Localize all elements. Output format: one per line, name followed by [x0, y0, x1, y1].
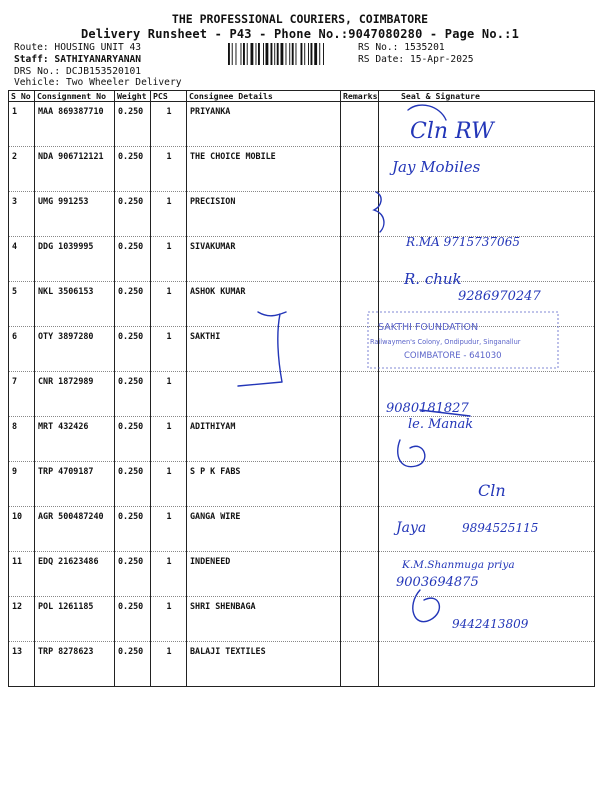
cell-consignment: NDA 906712121 — [35, 147, 115, 192]
cell-pcs: 1 — [151, 507, 187, 552]
cell-weight: 0.250 — [115, 147, 151, 192]
cell-weight: 0.250 — [115, 552, 151, 597]
sig-row13: 9442413809 — [452, 617, 529, 631]
col-consignment: Consignment No — [35, 91, 115, 102]
cell-weight: 0.250 — [115, 372, 151, 417]
sig-row2: Jay Mobiles — [392, 158, 481, 176]
barcode-bar — [266, 43, 269, 65]
barcode-bar — [263, 43, 264, 65]
table-row — [9, 642, 595, 687]
company-title: THE PROFESSIONAL COURIERS, COIMBATORE — [171, 12, 429, 26]
drs-number: DRS No.: DCJB153520101 — [14, 66, 142, 77]
cell-remarks — [341, 192, 379, 237]
cell-sno: 9 — [9, 462, 35, 507]
cell-sno: 6 — [9, 327, 35, 372]
cell-sno: 2 — [9, 147, 35, 192]
cell-sno: 7 — [9, 372, 35, 417]
cell-consignment: CNR 1872989 — [35, 372, 115, 417]
sig-row5a: R. chuk — [404, 270, 462, 288]
col-pcs: PCS — [151, 91, 187, 102]
cell-remarks — [341, 507, 379, 552]
rs-date: RS Date: 15-Apr-2025 — [358, 54, 474, 65]
cell-consignee: ASHOK KUMAR — [187, 282, 341, 327]
table-row — [9, 147, 595, 192]
cell-seal — [379, 192, 595, 237]
runsheet-table — [8, 90, 595, 687]
barcode-bar — [281, 43, 284, 65]
cell-weight: 0.250 — [115, 462, 151, 507]
barcode-bar — [304, 43, 305, 65]
barcode-bar — [241, 43, 242, 65]
barcode-bar — [251, 43, 254, 65]
cell-remarks — [341, 282, 379, 327]
sig-row11a: Jaya — [396, 520, 427, 536]
cell-pcs: 1 — [151, 642, 187, 687]
cell-pcs: 1 — [151, 327, 187, 372]
cell-sno: 10 — [9, 507, 35, 552]
rs-number: RS No.: 1535201 — [358, 42, 445, 53]
sig-row4: R.MA 9715737065 — [406, 235, 520, 249]
stamp-line-a: SAKTHI FOUNDATION — [378, 322, 479, 333]
cell-consignment: OTY 3897280 — [35, 327, 115, 372]
cell-pcs: 1 — [151, 462, 187, 507]
cell-seal — [379, 552, 595, 597]
cell-consignee: S P K FABS — [187, 462, 341, 507]
cell-consignee: INDENEED — [187, 552, 341, 597]
cell-pcs: 1 — [151, 372, 187, 417]
cell-remarks — [341, 237, 379, 282]
cell-consignee: GANGA WIRE — [187, 507, 341, 552]
cell-sno: 5 — [9, 282, 35, 327]
cell-consignee: PRIYANKA — [187, 102, 341, 147]
barcode-bar — [271, 43, 273, 65]
table-row — [9, 327, 595, 372]
cell-pcs: 1 — [151, 237, 187, 282]
cell-seal — [379, 327, 595, 372]
sig-row5b: 9286970247 — [458, 289, 541, 304]
cell-remarks — [341, 327, 379, 372]
cell-consignment: UMG 991253 — [35, 192, 115, 237]
cell-consignee: SAKTHI — [187, 327, 341, 372]
sig-row1: Cln RW — [410, 119, 494, 144]
barcode-bar — [228, 43, 230, 65]
cell-weight: 0.250 — [115, 507, 151, 552]
cell-sno: 3 — [9, 192, 35, 237]
cell-consignment: TRP 4709187 — [35, 462, 115, 507]
cell-weight: 0.250 — [115, 102, 151, 147]
cell-consignment: DDG 1039995 — [35, 237, 115, 282]
table-row — [9, 507, 595, 552]
vehicle-label: Vehicle: Two Wheeler Delivery — [14, 77, 182, 88]
barcode-bar — [232, 43, 233, 65]
cell-sno: 1 — [9, 102, 35, 147]
table-row — [9, 192, 595, 237]
cell-consignee: SIVAKUMAR — [187, 237, 341, 282]
stamp-line-b: Railwaymen's Colony, Ondipudur, Singanallur — [370, 338, 521, 346]
barcode-bar — [256, 43, 257, 65]
barcode-bar — [308, 43, 309, 65]
cell-pcs: 1 — [151, 597, 187, 642]
cell-pcs: 1 — [151, 147, 187, 192]
cell-remarks — [341, 552, 379, 597]
barcode-bar — [258, 43, 260, 65]
cell-seal — [379, 237, 595, 282]
cell-weight: 0.250 — [115, 327, 151, 372]
cell-consignee: ADITHIYAM — [187, 417, 341, 462]
barcode-bar — [319, 43, 320, 65]
barcode-bar — [323, 43, 324, 65]
cell-sno: 8 — [9, 417, 35, 462]
cell-consignment: AGR 500487240 — [35, 507, 115, 552]
cell-sno: 11 — [9, 552, 35, 597]
cell-seal — [379, 597, 595, 642]
table-row — [9, 597, 595, 642]
cell-seal — [379, 507, 595, 552]
cell-weight: 0.250 — [115, 642, 151, 687]
cell-remarks — [341, 597, 379, 642]
cell-weight: 0.250 — [115, 597, 151, 642]
table-row — [9, 102, 595, 147]
barcode-bar — [247, 43, 248, 65]
col-weight: Weight — [115, 91, 151, 102]
staff-label: Staff: SATHIYANARYANAN — [14, 54, 142, 65]
cell-consignee: THE CHOICE MOBILE — [187, 147, 341, 192]
col-sno: S No — [9, 91, 35, 102]
cell-seal — [379, 462, 595, 507]
table-row — [9, 552, 595, 597]
barcode-bar — [277, 43, 279, 65]
cell-pcs: 1 — [151, 552, 187, 597]
table-row — [9, 372, 595, 417]
barcode-bar — [243, 43, 245, 65]
cell-sno: 4 — [9, 237, 35, 282]
cell-sno: 12 — [9, 597, 35, 642]
route-label: Route: HOUSING UNIT 43 — [14, 42, 142, 53]
table-row — [9, 237, 595, 282]
cell-remarks — [341, 642, 379, 687]
sig-row12a: K.M.Shanmuga priya — [402, 559, 515, 571]
cell-remarks — [341, 102, 379, 147]
cell-remarks — [341, 372, 379, 417]
cell-seal — [379, 417, 595, 462]
cell-consignment: TRP 8278623 — [35, 642, 115, 687]
cell-consignee: SHRI SHENBAGA — [187, 597, 341, 642]
sig-row8b: le. Manak — [408, 417, 474, 432]
barcode-bar — [286, 43, 287, 65]
cell-pcs: 1 — [151, 102, 187, 147]
cell-pcs: 1 — [151, 192, 187, 237]
sig-row12b: 9003694875 — [396, 575, 479, 590]
sig-row10: Cln — [478, 481, 506, 500]
cell-weight: 0.250 — [115, 417, 151, 462]
cell-pcs: 1 — [151, 417, 187, 462]
barcode-bar — [296, 43, 297, 65]
table-row — [9, 417, 595, 462]
cell-consignment: NKL 3506153 — [35, 282, 115, 327]
barcode-bar — [311, 43, 313, 65]
stamp-line-c: COIMBATORE - 641030 — [404, 351, 502, 361]
runsheet-title: Delivery Runsheet - P43 - Phone No.:9047080280 - Page No.:1 — [80, 27, 520, 41]
barcode-bar — [274, 43, 275, 65]
cell-seal — [379, 372, 595, 417]
barcode-bar — [236, 43, 237, 65]
cell-remarks — [341, 417, 379, 462]
cell-pcs: 1 — [151, 282, 187, 327]
cell-consignee: PRECISION — [187, 192, 341, 237]
cell-seal — [379, 102, 595, 147]
cell-weight: 0.250 — [115, 237, 151, 282]
cell-consignment: POL 1261185 — [35, 597, 115, 642]
cell-sno: 13 — [9, 642, 35, 687]
col-remarks: Remarks — [341, 91, 379, 102]
cell-seal — [379, 147, 595, 192]
table-row — [9, 282, 595, 327]
sig-row8a: 9080181827 — [386, 401, 469, 416]
cell-weight: 0.250 — [115, 192, 151, 237]
cell-weight: 0.250 — [115, 282, 151, 327]
cell-seal — [379, 642, 595, 687]
col-consignee: Consignee Details — [187, 91, 341, 102]
barcode-bar — [301, 43, 303, 65]
barcode — [228, 43, 352, 65]
barcode-bar — [314, 43, 317, 65]
cell-consignment: MAA 869387710 — [35, 102, 115, 147]
cell-consignee: BALAJI TEXTILES — [187, 642, 341, 687]
sig-row11b: 9894525115 — [462, 521, 539, 535]
cell-remarks — [341, 147, 379, 192]
cell-seal — [379, 282, 595, 327]
table-row — [9, 462, 595, 507]
col-seal: Seal & Signature — [379, 91, 595, 102]
cell-consignment: MRT 432426 — [35, 417, 115, 462]
barcode-bar — [289, 43, 290, 65]
cell-remarks — [341, 462, 379, 507]
cell-consignee — [187, 372, 341, 417]
barcode-bar — [292, 43, 294, 65]
table-header-row — [9, 91, 595, 102]
cell-consignment: EDQ 21623486 — [35, 552, 115, 597]
